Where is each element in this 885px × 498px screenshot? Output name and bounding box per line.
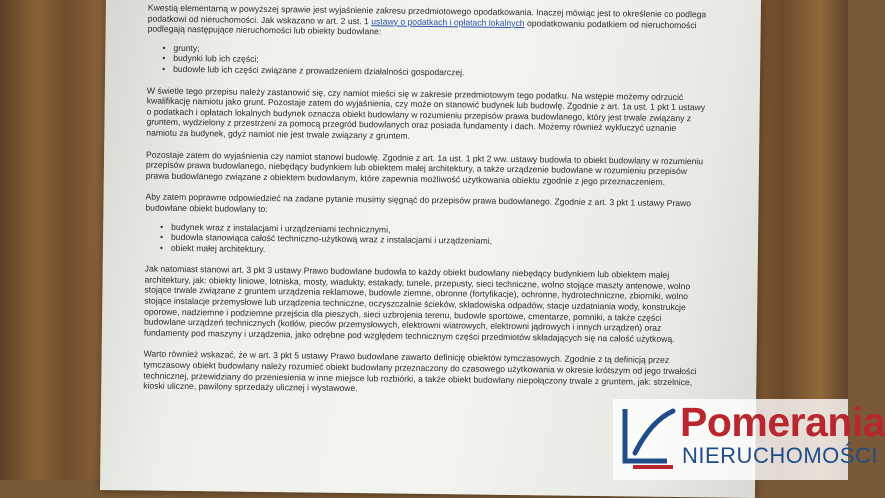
wooden-board-left [0, 0, 110, 480]
building-object-list [145, 221, 705, 260]
list-item: • obiekt małej architektury. [171, 243, 705, 260]
paragraph-intro-text-end: opodatkowaniu podatkiem od nieruchomości podlegają następujące nieruchomości lub obiekty budowlane: [147, 17, 697, 37]
pomerania-logo [613, 399, 885, 480]
paragraph-temporary-objects: Warto również wskazać, że w art. 3 pkt 5 ustawy Prawo budowlane zawarto definicję obiektów tymczasowych. Zgodnie z tą definicją przez tymczasowy obiekt budowlany należy rozumieć obiekt budowlany przeznaczony do czasowego użytkowania w okresie krótszym od jego trwałości technicznej, przewidziany do przeniesienia w inne miejsce lub rozbiórki, a także obiekt budowlany niepołączony trwale z gruntem, jak: strzelnice, kioski uliczne, pawilony sprzedaży ulicznej i wystawowe. [143, 348, 697, 394]
paragraph-intro-text: Kwestią elementarną w powyższej sprawie jest wyjaśnienie zakresu przedmiotowego opodatkowania. Inaczej mówiąc jest to określenie co podlega podatkowi od nieruchomości. Jak wskazano w art. 2 ust. 1 [147, 2, 707, 26]
property-list [147, 42, 707, 81]
logo-name: Pomerania [680, 399, 885, 445]
paragraph-building-law: Aby zatem poprawne odpowiedzieć na zadane pytanie musimy sięgnąć do przepisów prawa budowlanego. Zgodnie z art. 3 pkt 1 ustawy Prawo budowlane obiekt budowlany to: [145, 191, 692, 214]
list-item: • budynek wraz z instalacjami i urządzeniami technicznymi, [171, 221, 705, 238]
paragraph-intro [148, 3, 708, 42]
list-item: • budowle lub ich części związane z prowadzeniem działalności gospodarczej. [173, 64, 707, 81]
paragraph-tent-analysis: W świetle tego przepisu należy zastanowić się, czy namiot mieści się w zakresie przedmiotowym tego podatku. Na wstępie możemy odrzucić kwalifikację namiotu jako grunt. Pozostaje zatem do wyjaśnienia, czy może on stanowić budynek lub budowlę. Zgodnie z art. 1a ust. 1 pkt 1 ustawy o podatkach i opłatach lokalnych budynek oznacza obiekt budowlany w rozumieniu przepisów prawa budowlanego, który jest trwale związany z gruntem, wydzielony z przestrzeni za pomocą przegród budowlanych oraz posiada fundamenty i dach. Możemy również wykluczyć uznanie namiotu za budynek, gdyż namiot nie jest trwale związany z gruntem. [146, 85, 706, 141]
list-item: • budynki lub ich części; [173, 53, 707, 70]
paragraph-structure-definition: Jak natomiast stanowi art. 3 pkt 3 ustawy Prawo budowlane budowla to każdy obiekt budowlany niebędący budynkiem lub obiektem małej architektury, jak: obiekty liniowe, lotniska, mosty, wiadukty, estakady, tunele, przepusty, sieci techniczne, wolno stojące maszty antenowe, wolno stojące trwale związane z gruntem urządzenia reklamowe, budowle ziemne, obronne (fortyfikacje), ochronne, hydrotechniczne, zbiorniki, wolno stojące instalacje przemysłowe lub urządzenia techniczne, oczyszczalnie ścieków, składowiska odpadów, stacje uzdatniania wody, konstrukcje oporowe, nadziemne i podziemne przejścia dla pieszych, sieci uzbrojenia terenu, budowle sportowe, cmentarze, pomniki, a także części budowlane urządzeń technicznych (kotłów, pieców przemysłowych, elektrowni wiatrowych, elektrowni jądrowych i innych urządzeń) oraz fundamenty pod maszyny i urządzenia, jako odrębne pod względem technicznym części przedmiotów składających się na całość użytkową. [143, 263, 691, 344]
document-text [143, 3, 708, 410]
paragraph-structure: Pozostaje zatem do wyjaśnienia czy namiot stanowi budowlę. Zgodnie z art. 1a ust. 1 pkt 2 ww. ustawy budowla to obiekt budowlany w rozumieniu przepisów prawa budowlanego, niebędący budynkiem lub obiektem małej architektury, a także urządzenie budowlane w rozumieniu przepisów prawa budowlanego związane z obiektem budowlanym, które zapewnia możliwość użytkowania obiektu zgodnie z jego przeznaczeniem. [145, 149, 704, 187]
list-item: • grunty; [173, 43, 707, 60]
law-link[interactable]: ustawy o podatkach i opłatach lokalnych [371, 15, 525, 28]
list-item: • budowla stanowiąca całość techniczno-użytkową wraz z instalacjami i urządzeniami, [171, 232, 705, 249]
logo-mark-icon [617, 401, 679, 477]
logo-subtitle: NIERUCHOMOŚCI [682, 443, 878, 468]
